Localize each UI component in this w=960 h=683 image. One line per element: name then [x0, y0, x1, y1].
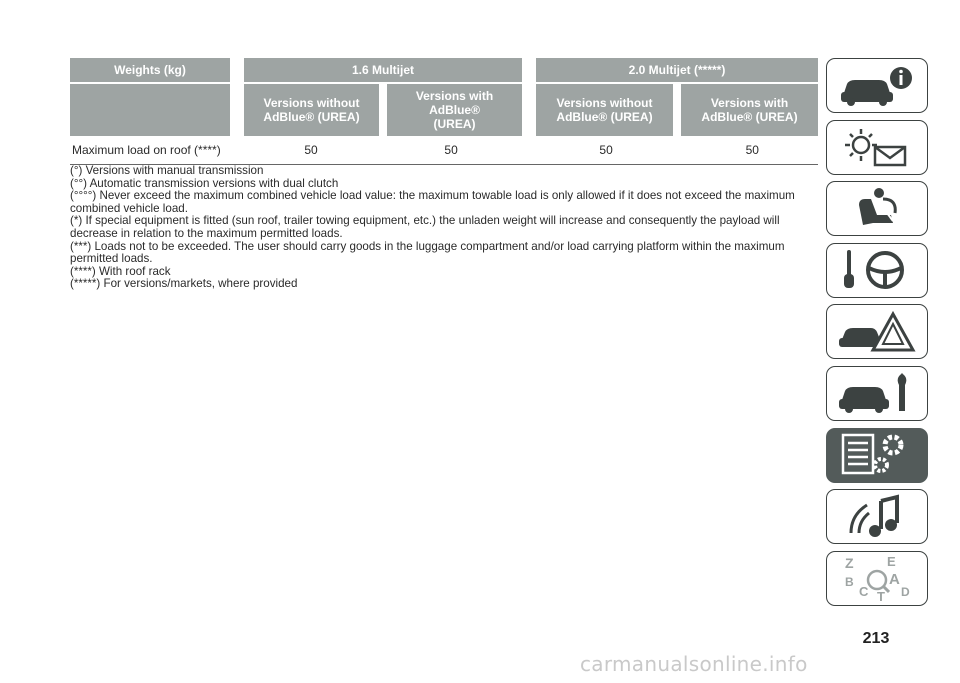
- subheader-cell: Versions without AdBlue® (UREA): [244, 84, 379, 136]
- row-value: 50: [444, 143, 458, 157]
- index-letter: T: [877, 589, 885, 603]
- technical-data-icon: [837, 431, 917, 479]
- index-letter: Z: [845, 555, 854, 572]
- footnote: (°°) Automatic transmission versions with dual clutch: [70, 176, 339, 190]
- tab-safety[interactable]: [826, 181, 928, 236]
- footnote: (°°°°) Never exceed the maximum combined vehicle load value: the maximum towable load is only allowed if it does not exceed the maximum combined vehicle load.: [70, 189, 795, 215]
- footnote: (*) If special equipment is fitted (sun roof, trailer towing equipment, etc.) the unladen weight will increase and consequently the payload will decrease in relation to the maximum permitted loads.: [70, 214, 780, 240]
- footnotes: [70, 165, 820, 291]
- airbag-seat-icon: [837, 185, 917, 233]
- car-maintenance-icon: [837, 369, 917, 417]
- footnote: (****) With roof rack: [70, 264, 171, 278]
- subheader-cell: Versions with AdBlue® (UREA): [387, 84, 522, 136]
- weights-table: [70, 58, 818, 165]
- tab-index[interactable]: [826, 551, 928, 606]
- tab-car-info[interactable]: [826, 58, 928, 113]
- row-value: 50: [745, 143, 759, 157]
- watermark: carmanualsonline.info: [580, 652, 808, 676]
- multimedia-icon: [837, 493, 917, 541]
- emergency-triangle-icon: [837, 308, 917, 356]
- alphabetical-index-icon: [837, 554, 917, 602]
- key-steering-wheel-icon: [837, 246, 917, 294]
- table-subheader-row: [70, 84, 818, 136]
- tab-starting-driving[interactable]: [826, 243, 928, 298]
- index-letter: B: [845, 575, 854, 590]
- row-value: 50: [304, 143, 318, 157]
- footnote: (°) Versions with manual transmission: [70, 164, 264, 177]
- tab-maintenance[interactable]: [826, 366, 928, 421]
- header-group-1-6-multijet: 1.6 Multijet: [244, 58, 522, 82]
- car-info-icon: [837, 62, 917, 110]
- tab-warning-lights[interactable]: [826, 120, 928, 175]
- tab-emergency[interactable]: [826, 304, 928, 359]
- index-letter: C: [859, 584, 869, 600]
- subheader-cell: Versions without AdBlue® (UREA): [536, 84, 673, 136]
- page-number: 213: [862, 630, 890, 647]
- warning-lights-messages-icon: [837, 123, 917, 171]
- table-row: [70, 136, 818, 165]
- index-letter: E: [887, 554, 896, 570]
- tab-technical-data[interactable]: [826, 428, 928, 483]
- header-group-2-0-multijet: 2.0 Multijet (*****): [536, 58, 818, 82]
- table-header-row: [70, 58, 818, 82]
- row-value: 50: [599, 143, 613, 157]
- subheader-cell: Versions with AdBlue® (UREA): [681, 84, 818, 136]
- footnote: (*****) For versions/markets, where provided: [70, 277, 298, 291]
- chapter-tabs: [826, 58, 930, 612]
- index-letter: D: [901, 585, 910, 600]
- footnote: (***) Loads not to be exceeded. The user should carry goods in the luggage compartment and/or load carrying platform within the maximum permitted loads.: [70, 239, 785, 266]
- row-label: Maximum load on roof (****): [72, 143, 221, 157]
- tab-multimedia[interactable]: [826, 489, 928, 544]
- index-letter: A: [889, 571, 900, 589]
- header-weights-label: Weights (kg): [70, 58, 230, 82]
